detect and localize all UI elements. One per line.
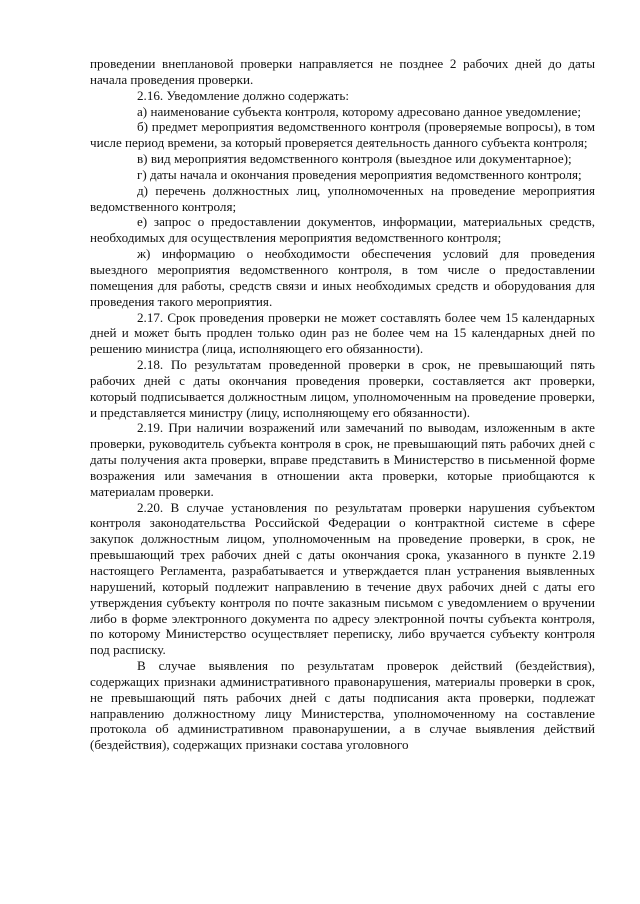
paragraph-2-16-e: е) запрос о предоставлении документов, информации, материальных средств, необходимых для осуществления мероприятия ведомственного контроля; <box>90 214 595 246</box>
paragraph-2-16: 2.16. Уведомление должно содержать: <box>137 87 349 103</box>
paragraph-continuation: проведении внеплановой проверки направляется не позднее 2 рабочих дней до даты начала проведения проверки. <box>90 56 595 87</box>
paragraph-2-19: 2.19. При наличии возражений или замечаний по выводам, изложенным в акте проверки, руководитель субъекта контроля в срок, не превышающий пять рабочих дней с даты получения акта проверки, вправе представить в Министерство в письменной форме возражения или замечания в отношении акта проверки, которые приобщаются к материалам проверки. <box>90 420 595 499</box>
paragraph-2-16-a: а) наименование субъекта контроля, которому адресовано данное уведомление; <box>137 103 581 119</box>
paragraph-2-18: 2.18. По результатам проведенной проверки в срок, не превышающий пять рабочих дней с даты окончания проведения проверки, составляется акт проверки, который подписывается должностным лицом, уполномоченным на проведение проверки, и представляется министру (лицу, исполняющему его обязанности). <box>90 357 595 420</box>
paragraph-2-16-g: г) даты начала и окончания проведения мероприятия ведомственного контроля; <box>137 166 582 182</box>
paragraph-2-16-d: д) перечень должностных лиц, уполномоченных на проведение мероприятия ведомственного контроля; <box>90 182 595 214</box>
paragraph-2-16-b: б) предмет мероприятия ведомственного контроля (проверяемые вопросы), в том числе период времени, за который проверяется деятельность данного субъекта контроля; <box>90 119 595 151</box>
paragraph-2-16-zh: ж) информацию о необходимости обеспечения условий для проведения выездного мероприятия ведомственного контроля, в том числе о предоставлении помещения для работы, средств связи и иных необходимых средств и оборудования для проведения такого мероприятия. <box>90 246 595 309</box>
paragraph-2-16-v: в) вид мероприятия ведомственного контроля (выездное или документарное); <box>137 151 572 167</box>
paragraph-2-17: 2.17. Срок проведения проверки не может составлять более чем 15 календарных дней и может быть продлен только один раз не более чем на 15 календарных дней по решению министра (лица, исполняющего его обязанности). <box>90 309 595 357</box>
paragraph-violations: В случае выявления по результатам проверок действий (бездействия), содержащих признаки административного правонарушения, материалы проверки в срок, не превышающий пять рабочих дней с даты подписания акта проверки, подлежат направлению должностному лицу Министерства, уполномоченному на составление протокола об административном правонарушении, а в случае выявления действий (бездействия), содержащих признаки состава уголовного <box>90 658 595 753</box>
paragraph-2-20: 2.20. В случае установления по результатам проверки нарушения субъектом контроля законодательства Российской Федерации о контрактной системе в сфере закупок должностным лицом, уполномоченным на проведение проверки, в срок, не превышающий трех рабочих дней с даты окончания срока, указанного в пункте 2.19 настоящего Регламента, разрабатывается и утверждается план устранения выявленных нарушений, который подлежит направлению в течение двух рабочих дней с даты его утверждения субъекту контроля по почте заказным письмом с уведомлением о вручении либо в форме электронного документа по адресу электронной почты субъекта контроля, по которому Министерство осуществляет переписку, либо вручается субъекту контроля под расписку. <box>90 499 595 658</box>
